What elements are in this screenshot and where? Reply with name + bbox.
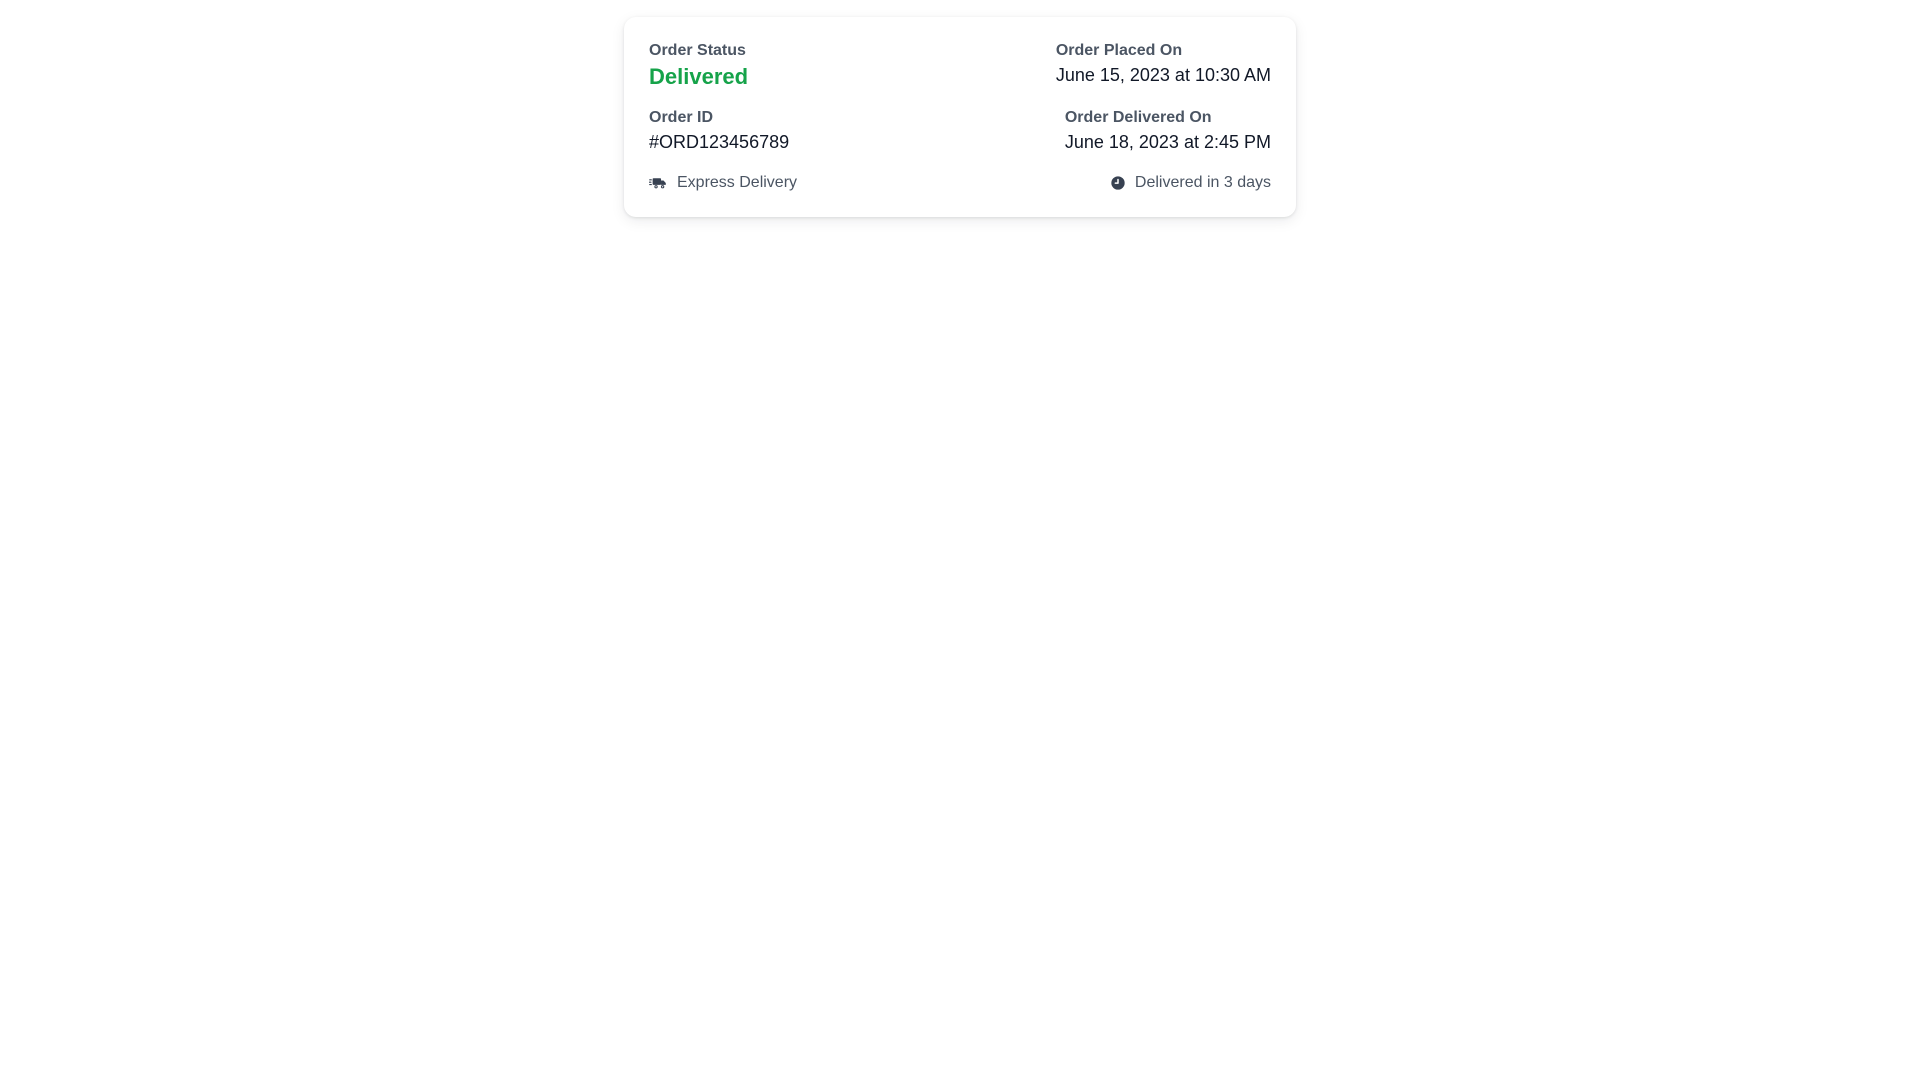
order-id-field <box>649 108 960 154</box>
order-id-label: Order ID <box>649 109 714 126</box>
truck-fast-icon <box>649 174 668 193</box>
order-card-footer <box>649 173 1271 193</box>
order-delivered-on-value: June 18, 2023 at 2:45 PM <box>1064 132 1271 152</box>
order-id-value: #ORD123456789 <box>649 132 790 152</box>
order-delivered-on-field <box>1065 108 1271 154</box>
clock-icon <box>1110 175 1126 191</box>
order-placed-on-label: Order Placed On <box>1055 42 1183 59</box>
order-status-value: Delivered <box>649 64 749 89</box>
shipping-method-item <box>649 173 797 193</box>
order-placed-on-value: June 15, 2023 at 10:30 AM <box>1055 65 1271 85</box>
shipping-method-text: Express Delivery <box>677 174 798 191</box>
delivery-duration-item <box>1110 173 1271 193</box>
order-summary-card <box>624 17 1296 217</box>
order-status-field <box>649 41 960 90</box>
order-details-grid <box>649 41 1271 154</box>
delivery-duration-text: Delivered in 3 days <box>1134 174 1271 191</box>
order-delivered-on-label: Order Delivered On <box>1064 109 1212 126</box>
order-placed-on-field <box>1056 41 1271 90</box>
order-status-label: Order Status <box>649 42 746 59</box>
